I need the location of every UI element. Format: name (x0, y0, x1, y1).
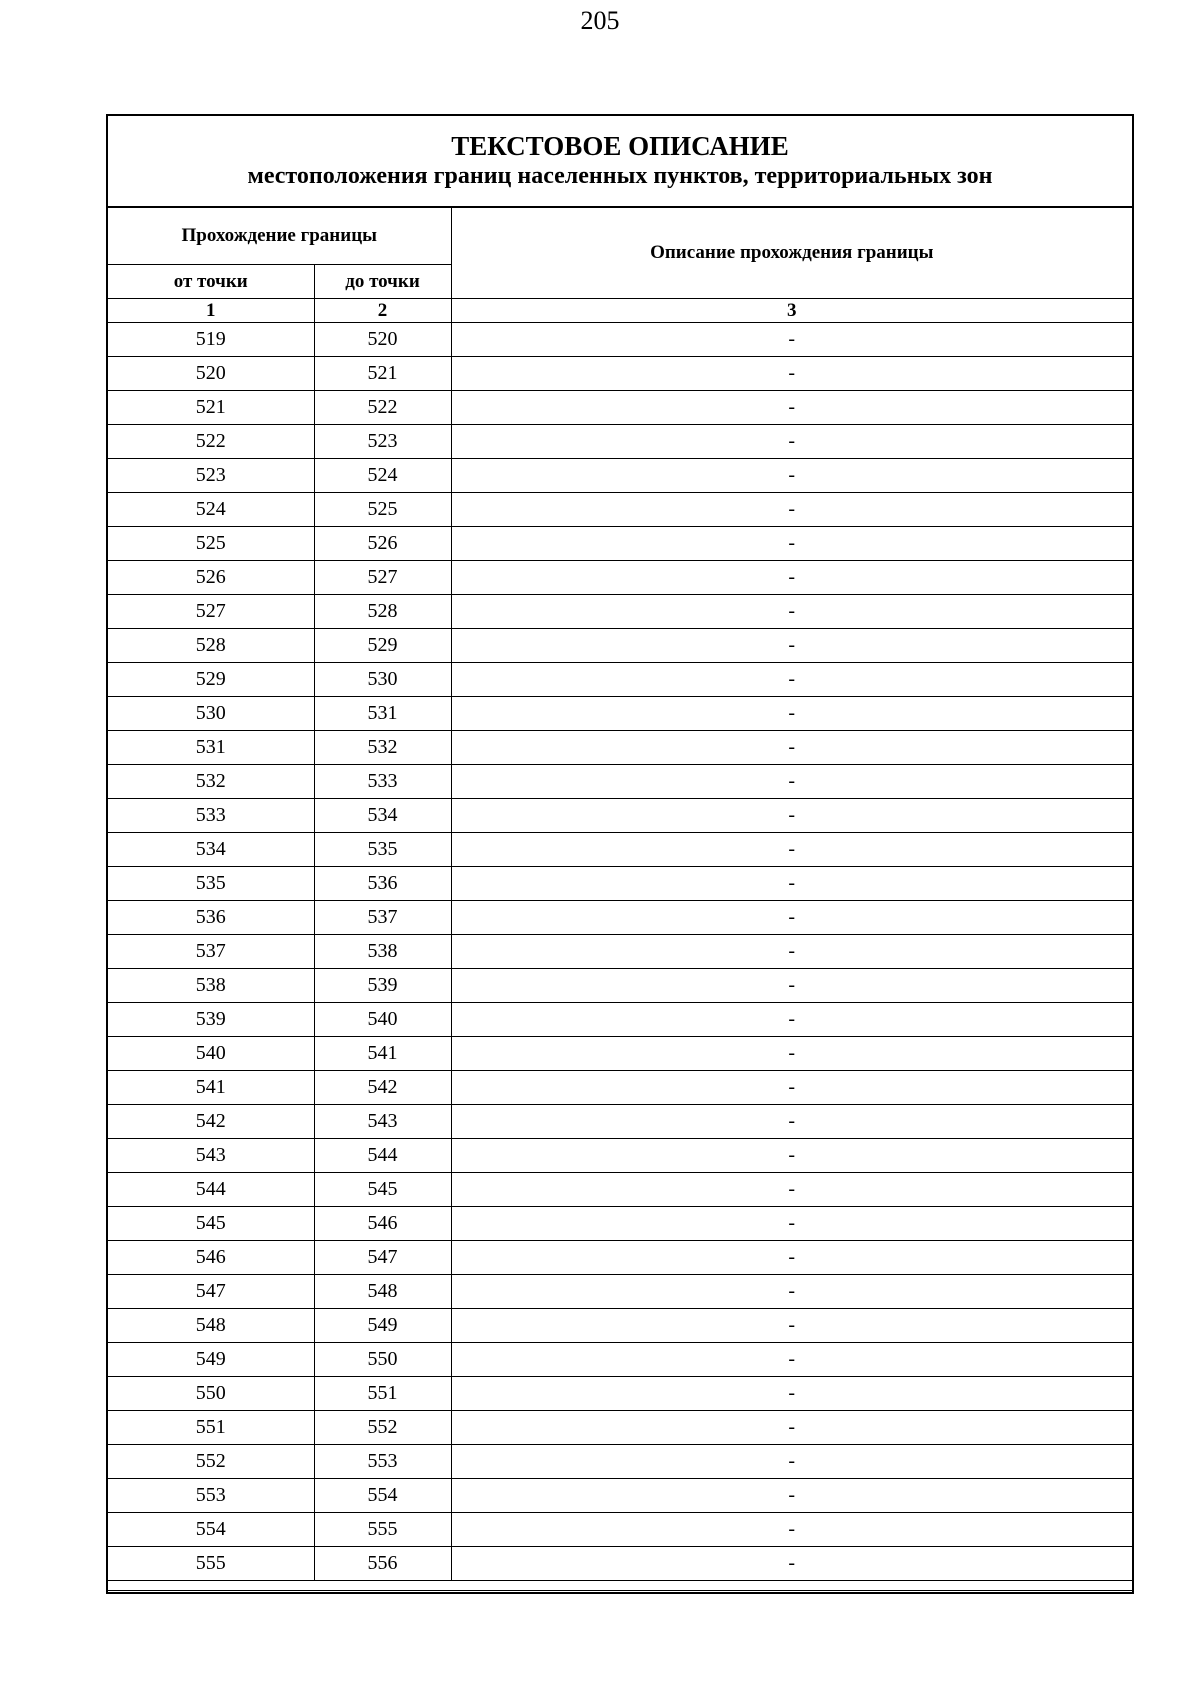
table-row (108, 1139, 1132, 1173)
cell-from-point: 543 (108, 1139, 314, 1173)
column-number-2: 2 (314, 299, 451, 323)
cell-to-point: 540 (314, 1003, 451, 1037)
header-to-point: до точки (314, 265, 451, 299)
cell-description: - (451, 391, 1132, 425)
cell-to-point: 545 (314, 1173, 451, 1207)
table-row (108, 391, 1132, 425)
cell-description: - (451, 969, 1132, 1003)
cell-from-point: 531 (108, 731, 314, 765)
cell-to-point: 543 (314, 1105, 451, 1139)
cell-to-point: 542 (314, 1071, 451, 1105)
cell-to-point: 530 (314, 663, 451, 697)
table-row (108, 1241, 1132, 1275)
cell-to-point: 537 (314, 901, 451, 935)
table-row (108, 1513, 1132, 1547)
cell-from-point: 540 (108, 1037, 314, 1071)
table-row (108, 867, 1132, 901)
table-row (108, 1445, 1132, 1479)
cell-description: - (451, 1479, 1132, 1513)
table-row (108, 969, 1132, 1003)
page-number: 205 (580, 6, 620, 35)
cell-to-point: 550 (314, 1343, 451, 1377)
cell-description: - (451, 1275, 1132, 1309)
cell-description: - (451, 1037, 1132, 1071)
cell-to-point: 536 (314, 867, 451, 901)
table-row (108, 1479, 1132, 1513)
cell-to-point: 521 (314, 357, 451, 391)
table-row (108, 493, 1132, 527)
cell-from-point: 537 (108, 935, 314, 969)
cell-description: - (451, 731, 1132, 765)
cell-from-point: 553 (108, 1479, 314, 1513)
cell-description: - (451, 901, 1132, 935)
table-row (108, 901, 1132, 935)
table-row (108, 663, 1132, 697)
cell-to-point: 523 (314, 425, 451, 459)
cell-description: - (451, 1003, 1132, 1037)
cell-from-point: 555 (108, 1547, 314, 1581)
table-row (108, 765, 1132, 799)
table-row (108, 459, 1132, 493)
table-row (108, 833, 1132, 867)
cell-from-point: 534 (108, 833, 314, 867)
cell-to-point: 524 (314, 459, 451, 493)
cell-description: - (451, 1343, 1132, 1377)
cell-description: - (451, 833, 1132, 867)
cell-to-point: 551 (314, 1377, 451, 1411)
header-boundary-passage: Прохождение границы (108, 208, 451, 265)
document-title: ТЕКСТОВОЕ ОПИСАНИЕ (451, 131, 789, 161)
cell-description: - (451, 323, 1132, 357)
cell-from-point: 541 (108, 1071, 314, 1105)
cell-from-point: 533 (108, 799, 314, 833)
cell-to-point: 553 (314, 1445, 451, 1479)
cell-from-point: 546 (108, 1241, 314, 1275)
cell-to-point: 539 (314, 969, 451, 1003)
table-row (108, 1071, 1132, 1105)
cell-from-point: 554 (108, 1513, 314, 1547)
cell-to-point: 526 (314, 527, 451, 561)
cell-to-point: 534 (314, 799, 451, 833)
table-body (108, 323, 1132, 1581)
cell-description: - (451, 1309, 1132, 1343)
cell-from-point: 522 (108, 425, 314, 459)
column-number-3: 3 (451, 299, 1132, 323)
table-row (108, 1343, 1132, 1377)
cell-to-point: 555 (314, 1513, 451, 1547)
cell-to-point: 548 (314, 1275, 451, 1309)
table-row (108, 595, 1132, 629)
cell-description: - (451, 1377, 1132, 1411)
cell-from-point: 551 (108, 1411, 314, 1445)
cell-to-point: 532 (314, 731, 451, 765)
boundary-table (108, 208, 1132, 1581)
table-row (108, 1309, 1132, 1343)
cell-description: - (451, 459, 1132, 493)
table-row (108, 1003, 1132, 1037)
table-row (108, 1037, 1132, 1071)
cell-from-point: 548 (108, 1309, 314, 1343)
title-block (108, 116, 1132, 208)
table-row (108, 357, 1132, 391)
cell-to-point: 549 (314, 1309, 451, 1343)
cell-to-point: 538 (314, 935, 451, 969)
table-row (108, 323, 1132, 357)
cell-from-point: 519 (108, 323, 314, 357)
cell-to-point: 546 (314, 1207, 451, 1241)
header-from-point: от точки (108, 265, 314, 299)
cell-from-point: 520 (108, 357, 314, 391)
table-row (108, 1173, 1132, 1207)
table-row (108, 799, 1132, 833)
cell-from-point: 536 (108, 901, 314, 935)
cell-from-point: 524 (108, 493, 314, 527)
cell-from-point: 550 (108, 1377, 314, 1411)
cell-description: - (451, 1207, 1132, 1241)
document-subtitle: местоположения границ населенных пунктов, территориальных зон (247, 163, 993, 189)
table-row (108, 1377, 1132, 1411)
cell-from-point: 521 (108, 391, 314, 425)
cell-description: - (451, 1105, 1132, 1139)
table-row (108, 1411, 1132, 1445)
cell-description: - (451, 1411, 1132, 1445)
cell-from-point: 532 (108, 765, 314, 799)
cell-to-point: 552 (314, 1411, 451, 1445)
cell-description: - (451, 1241, 1132, 1275)
cell-description: - (451, 595, 1132, 629)
cell-description: - (451, 357, 1132, 391)
cell-to-point: 533 (314, 765, 451, 799)
cell-description: - (451, 527, 1132, 561)
cell-from-point: 526 (108, 561, 314, 595)
cell-description: - (451, 663, 1132, 697)
cell-from-point: 538 (108, 969, 314, 1003)
cell-to-point: 528 (314, 595, 451, 629)
cell-to-point: 541 (314, 1037, 451, 1071)
cell-to-point: 529 (314, 629, 451, 663)
cell-from-point: 544 (108, 1173, 314, 1207)
cell-to-point: 520 (314, 323, 451, 357)
table-row (108, 1105, 1132, 1139)
cell-to-point: 525 (314, 493, 451, 527)
cell-description: - (451, 425, 1132, 459)
table-row (108, 425, 1132, 459)
cell-description: - (451, 1445, 1132, 1479)
cell-from-point: 527 (108, 595, 314, 629)
cell-to-point: 556 (314, 1547, 451, 1581)
cell-to-point: 531 (314, 697, 451, 731)
cell-description: - (451, 697, 1132, 731)
cell-to-point: 527 (314, 561, 451, 595)
table-row (108, 935, 1132, 969)
table-row (108, 697, 1132, 731)
table-row (108, 731, 1132, 765)
table-row (108, 1547, 1132, 1581)
column-number-1: 1 (108, 299, 314, 323)
cell-from-point: 525 (108, 527, 314, 561)
cell-from-point: 549 (108, 1343, 314, 1377)
cell-description: - (451, 799, 1132, 833)
cell-from-point: 552 (108, 1445, 314, 1479)
cell-from-point: 542 (108, 1105, 314, 1139)
bottom-rule (106, 1590, 1134, 1591)
cell-from-point: 523 (108, 459, 314, 493)
cell-description: - (451, 867, 1132, 901)
header-description: Описание прохождения границы (451, 208, 1132, 299)
cell-description: - (451, 935, 1132, 969)
cell-description: - (451, 493, 1132, 527)
cell-to-point: 554 (314, 1479, 451, 1513)
cell-from-point: 535 (108, 867, 314, 901)
cell-from-point: 528 (108, 629, 314, 663)
cell-description: - (451, 1071, 1132, 1105)
cell-description: - (451, 561, 1132, 595)
cell-description: - (451, 1513, 1132, 1547)
table-row (108, 629, 1132, 663)
cell-from-point: 547 (108, 1275, 314, 1309)
cell-from-point: 539 (108, 1003, 314, 1037)
cell-to-point: 544 (314, 1139, 451, 1173)
cell-to-point: 535 (314, 833, 451, 867)
table-row (108, 561, 1132, 595)
cell-from-point: 545 (108, 1207, 314, 1241)
cell-to-point: 547 (314, 1241, 451, 1275)
table-row (108, 1275, 1132, 1309)
table-row (108, 527, 1132, 561)
cell-to-point: 522 (314, 391, 451, 425)
cell-from-point: 530 (108, 697, 314, 731)
cell-description: - (451, 629, 1132, 663)
cell-description: - (451, 1547, 1132, 1581)
table-row (108, 1207, 1132, 1241)
cell-description: - (451, 1173, 1132, 1207)
document-frame (106, 114, 1134, 1594)
cell-from-point: 529 (108, 663, 314, 697)
cell-description: - (451, 765, 1132, 799)
cell-description: - (451, 1139, 1132, 1173)
